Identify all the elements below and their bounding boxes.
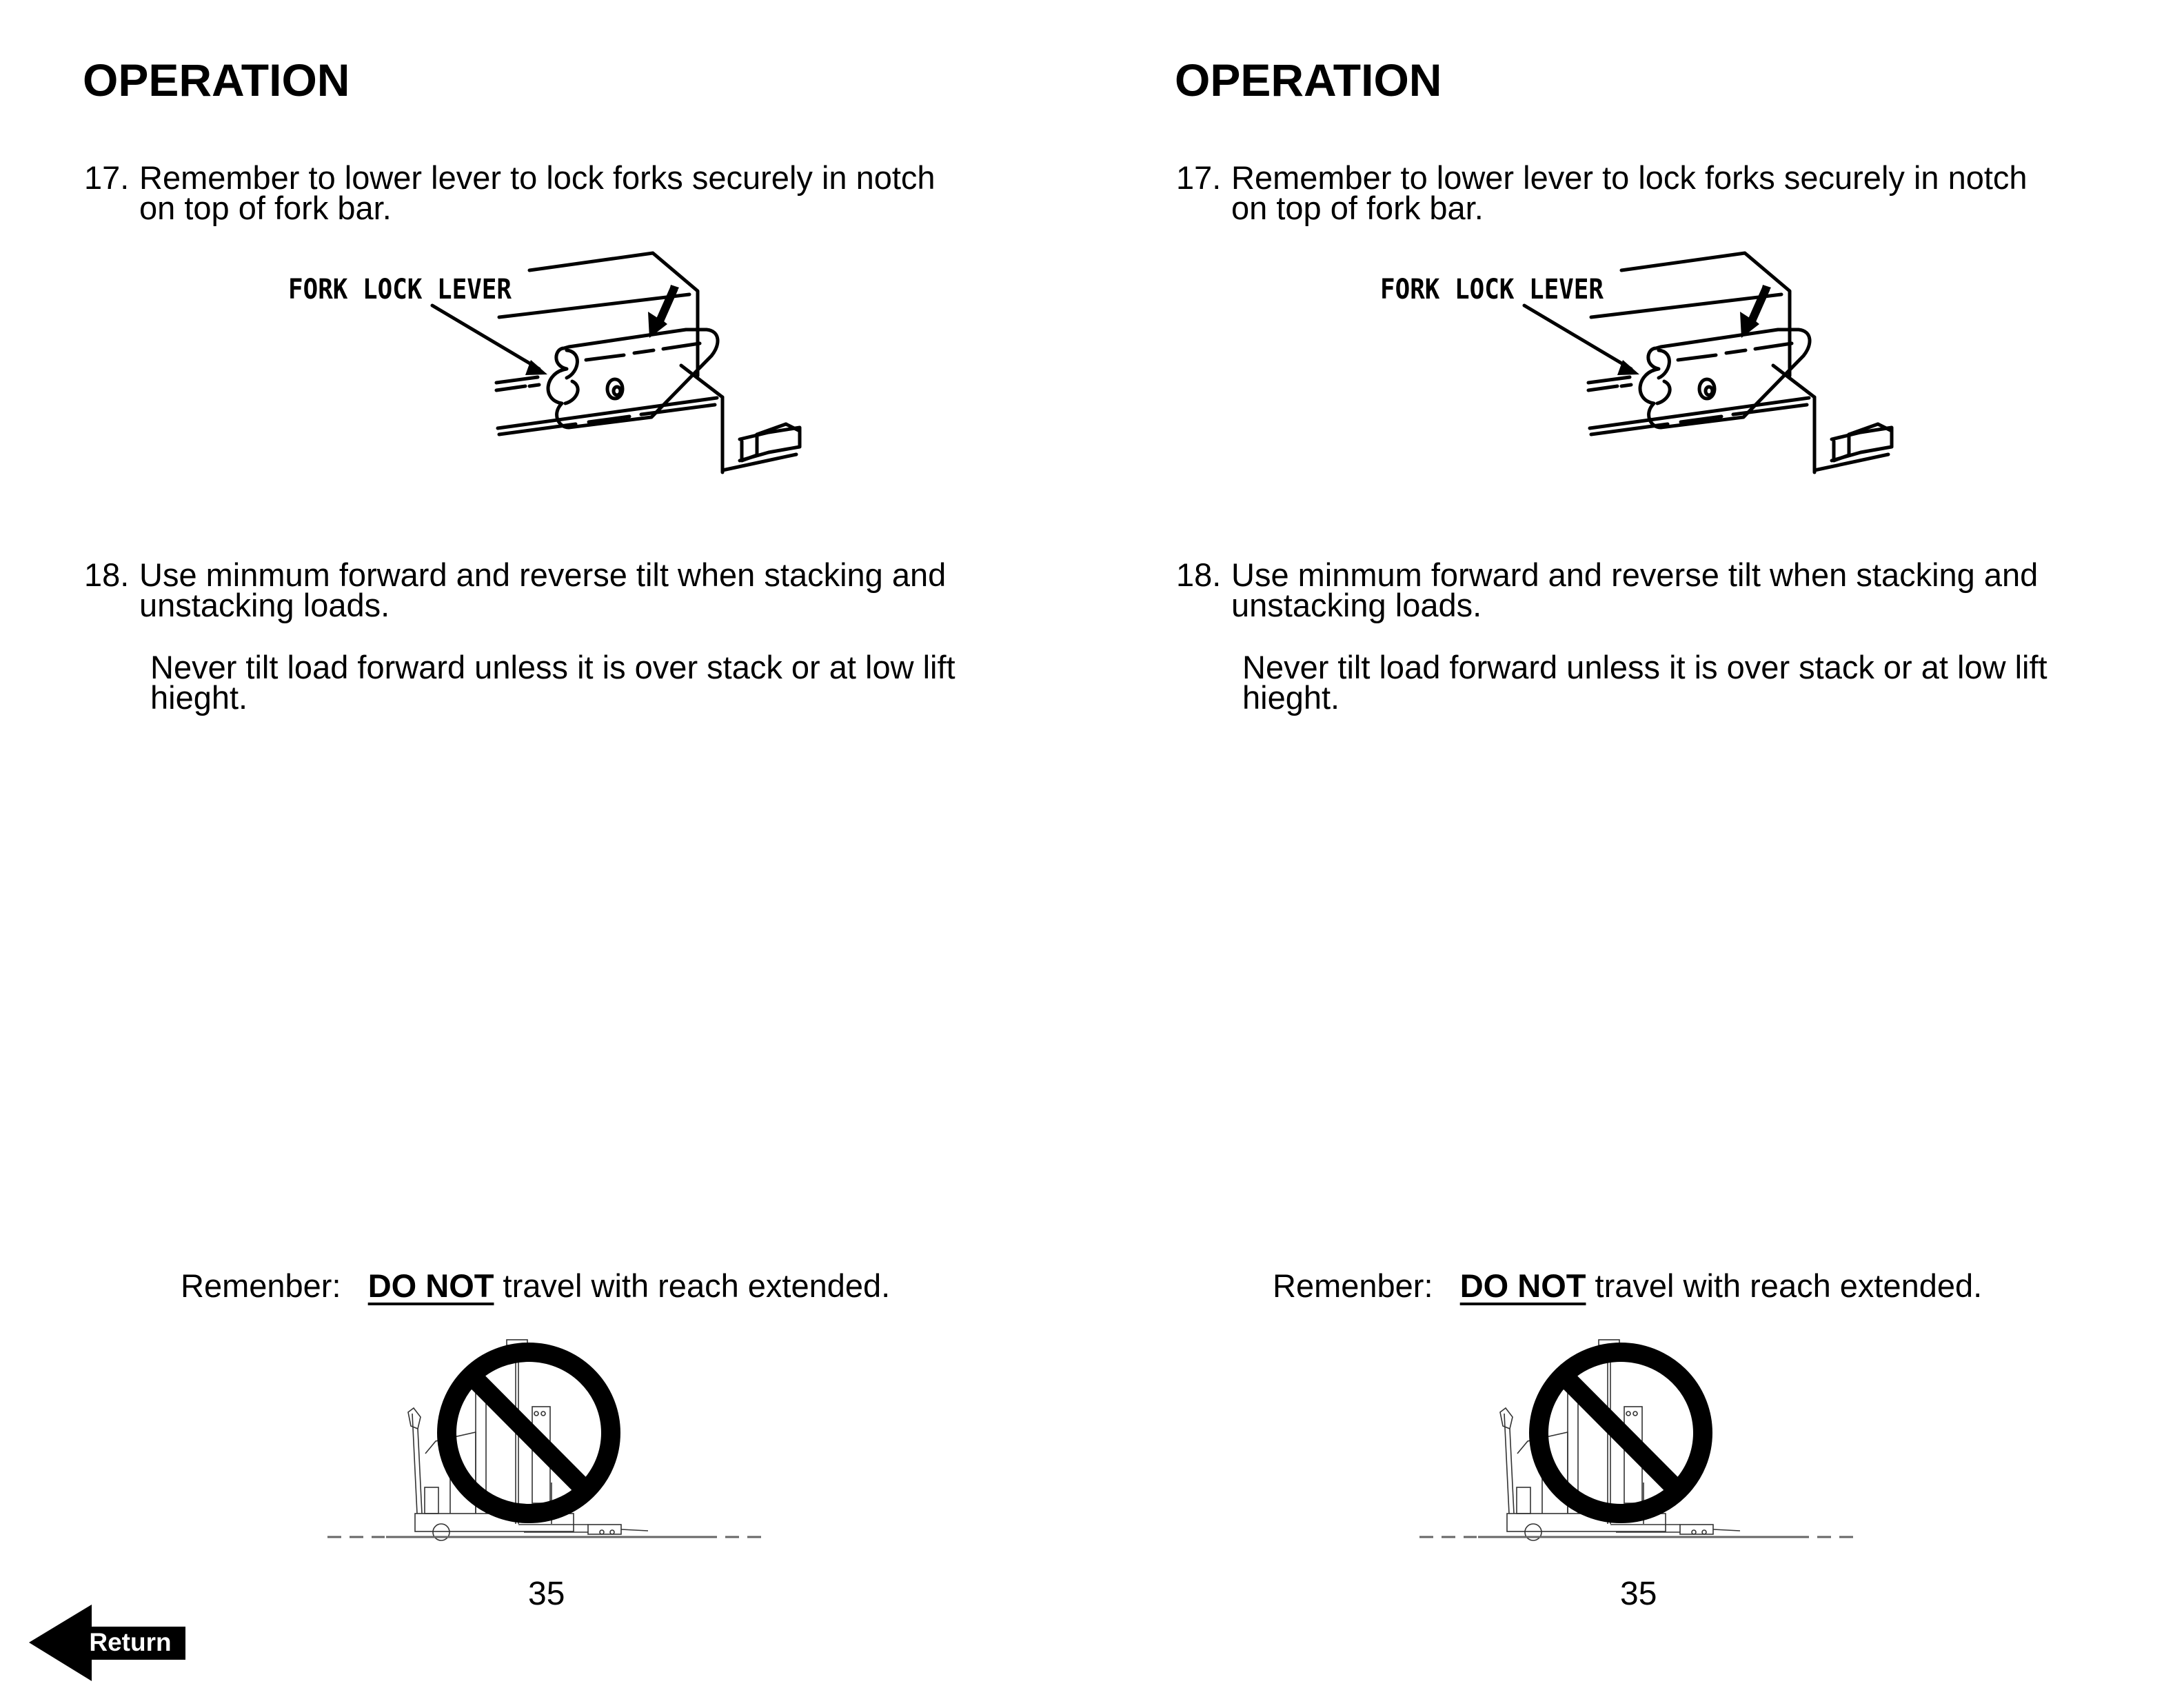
step-text: Remember to lower lever to lock forks securely in notch on top of fork bar. xyxy=(1231,159,2028,226)
page-title: OPERATION xyxy=(1175,54,1442,106)
reminder-text: Remenber: DO NOT travel with reach extended. xyxy=(181,1267,891,1304)
no-travel-reach-extended-graphic xyxy=(317,1331,786,1551)
step-number: 17. xyxy=(1176,159,1222,196)
return-label: Return xyxy=(89,1628,172,1656)
manual-page-right xyxy=(1092,0,2184,1688)
instruction-18-note: Never tilt load forward unless it is over stack or at low lift hieght. xyxy=(1242,649,2048,716)
step-text: Use minmum forward and reverse tilt when stacking and unstacking loads. xyxy=(1231,556,2039,623)
step-text: Remember to lower lever to lock forks securely in notch on top of fork bar. xyxy=(139,159,936,226)
do-not-emphasis: DO NOT xyxy=(367,1267,494,1304)
reminder-text: Remenber: DO NOT travel with reach extended. xyxy=(1273,1267,1983,1304)
page-number: 35 xyxy=(1620,1576,1657,1612)
instruction-18-note: Never tilt load forward unless it is over stack or at low lift hieght. xyxy=(150,649,956,716)
fork-lock-lever-diagram xyxy=(276,241,827,483)
do-not-emphasis: DO NOT xyxy=(1459,1267,1586,1304)
return-button[interactable] xyxy=(28,1602,188,1682)
step-number: 18. xyxy=(1176,556,1222,593)
step-number: 18. xyxy=(84,556,130,593)
no-travel-reach-extended-graphic xyxy=(1409,1331,1878,1551)
page-title: OPERATION xyxy=(83,54,350,106)
step-text: Use minmum forward and reverse tilt when stacking and unstacking loads. xyxy=(139,556,947,623)
fork-lock-lever-label: FORK LOCK LEVER xyxy=(1380,274,1604,305)
page-number: 35 xyxy=(528,1576,565,1612)
fork-lock-lever-label: FORK LOCK LEVER xyxy=(288,274,512,305)
fork-lock-lever-diagram xyxy=(1368,241,1919,483)
step-number: 17. xyxy=(84,159,130,196)
